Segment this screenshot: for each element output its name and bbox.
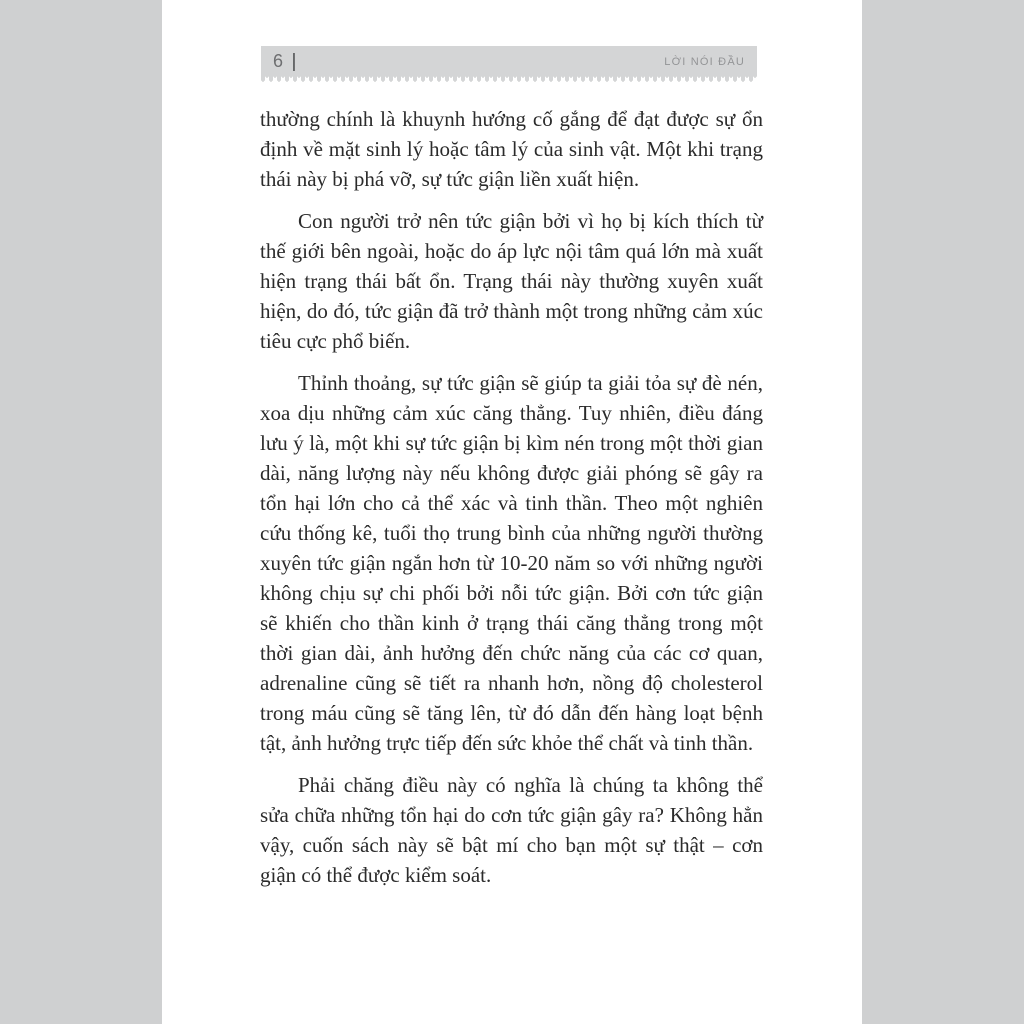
page-body [260,104,763,902]
paragraph-3: Thỉnh thoảng, sự tức giận sẽ giúp ta giải tỏa sự đè nén, xoa dịu những cảm xúc căng thẳng. Tuy nhiên, điều đáng lưu ý là, một khi sự tức giận bị kìm nén trong một thời gian dài, năng lượng này nếu không được giải phóng sẽ gây ra tổn hại lớn cho cả thể xác và tinh thần. Theo một nghiên cứu thống kê, tuổi thọ trung bình của những người thường xuyên tức giận ngắn hơn từ 10-20 năm so với những người không chịu sự chi phối bởi nỗi tức giận. Bởi cơn tức giận sẽ khiến cho thần kinh ở trạng thái căng thẳng trong một thời gian dài, ảnh hưởng đến chức năng của các cơ quan, adrenaline cũng sẽ tiết ra nhanh hơn, nồng độ cholesterol trong máu cũng sẽ tăng lên, từ đó dẫn đến hàng loạt bệnh tật, ảnh hưởng trực tiếp đến sức khỏe thể chất và tinh thần. [260,371,763,755]
chapter-title: LỜI NÓI ĐẦU [664,55,745,68]
paragraph-4: Phải chăng điều này có nghĩa là chúng ta không thể sửa chữa những tổn hại do cơn tức giận gây ra? Không hẳn vậy, cuốn sách này sẽ bật mí cho bạn một sự thật – cơn giận có thể được kiểm soát. [260,773,763,887]
page-number: 6 [273,51,284,71]
right-margin-bar [862,0,1024,1024]
left-margin-bar [0,0,162,1024]
page-header [261,46,757,82]
book-page [162,0,862,1024]
paragraph-2: Con người trở nên tức giận bởi vì họ bị kích thích từ thế giới bên ngoài, hoặc do áp lực nội tâm quá lớn mà xuất hiện trạng thái bất ổn. Trạng thái này thường xuyên xuất hiện, do đó, tức giận đã trở thành một trong những cảm xúc tiêu cực phổ biến. [260,209,763,353]
paragraph-1: thường chính là khuynh hướng cố gắng để đạt được sự ổn định về mặt sinh lý hoặc tâm lý của sinh vật. Một khi trạng thái này bị phá vỡ, sự tức giận liền xuất hiện. [260,107,763,191]
page-number-separator: | [291,50,297,72]
